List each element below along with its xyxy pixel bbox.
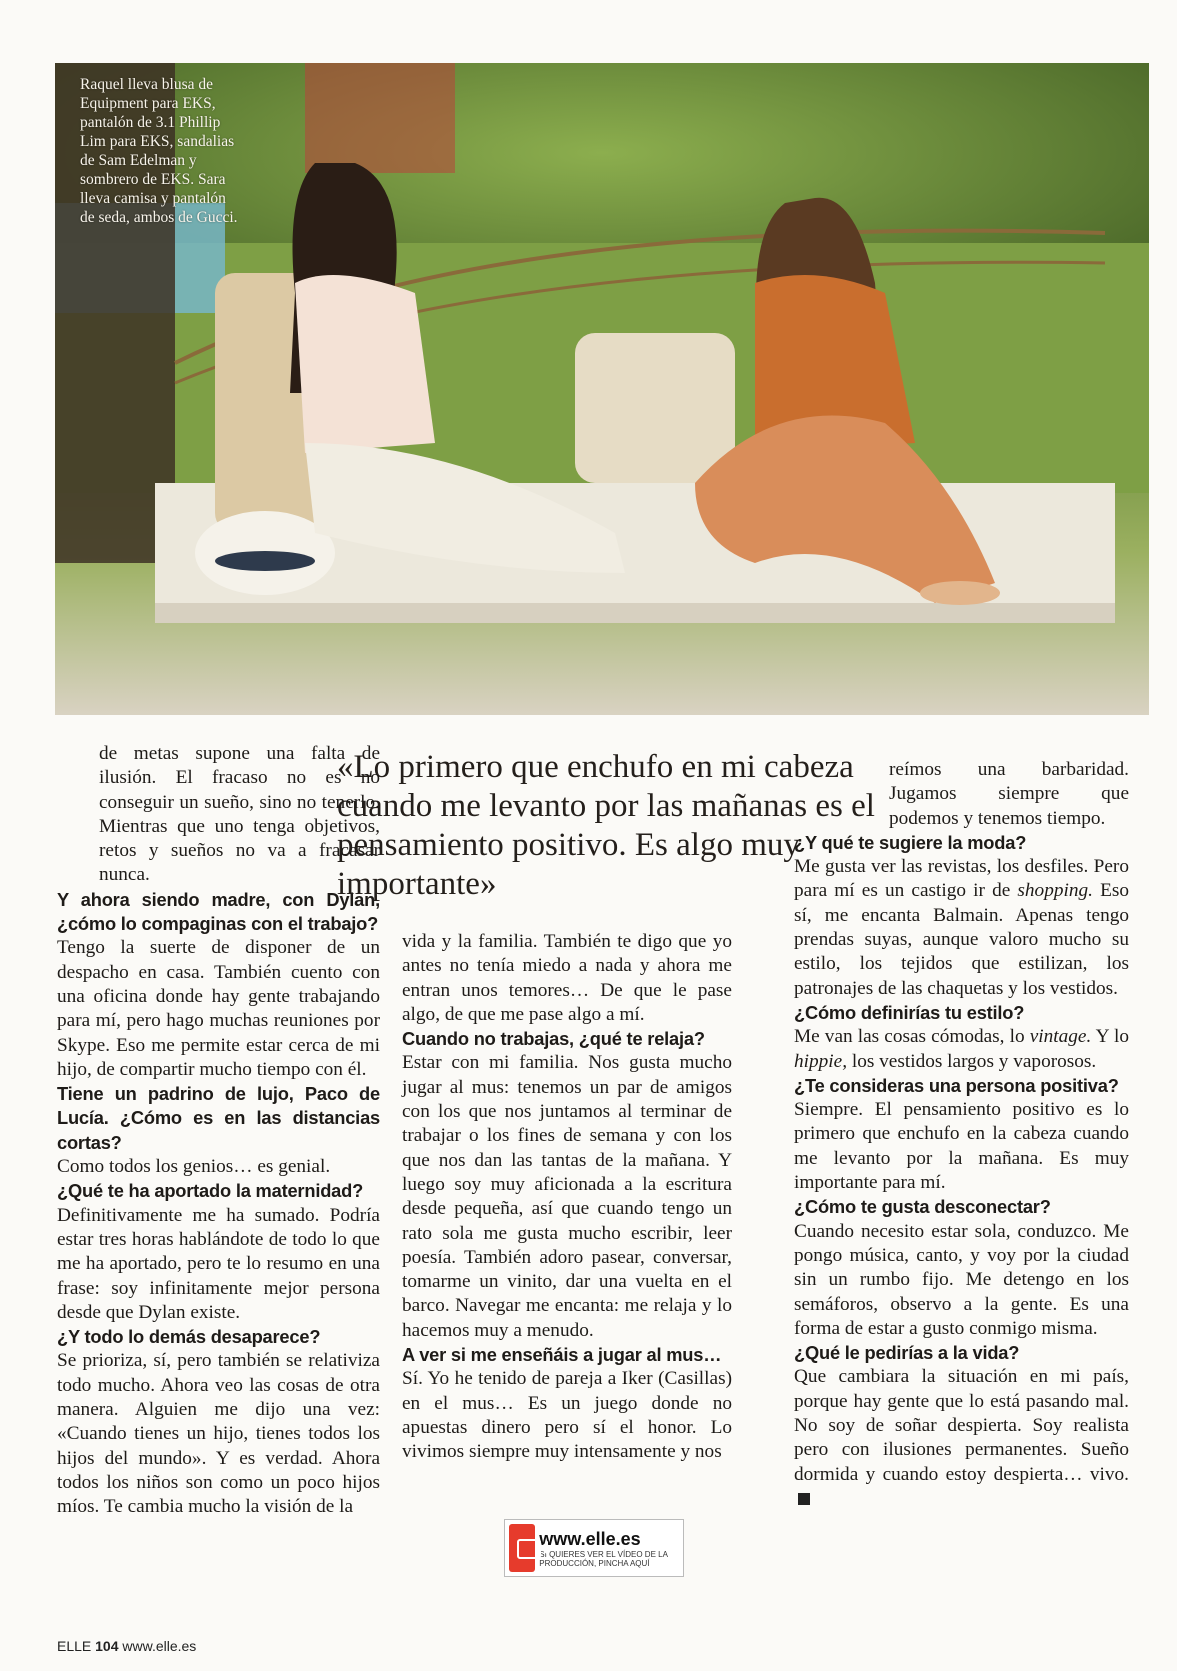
- promo-text: SI QUIERES VER EL VÍDEO DE LA PRODUCCIÓN, PINCHA AQUÍ: [539, 1549, 668, 1568]
- video-camera-icon: [509, 1524, 535, 1572]
- answer-text: Me gusta ver las revistas, los desfiles. Pero para mí es un castigo ir de: [794, 856, 1129, 902]
- answer-text: Y lo: [1091, 1026, 1129, 1048]
- answer: Se prioriza, sí, pero también se relativiza todo mucho. Ahora veo las cosas de otra manera. Alguien me dijo una vez: «Cuando tienes un hijo, tienes todos los hijos del mundo». Y es verdad. Ahora todos los niños son como un poco hijos míos. Te cambia mucho la visión de la: [57, 1350, 380, 1518]
- answer: Cuando necesito estar sola, conduzco. Me pongo música, canto, y voy por la ciudad sin un rumbo fijo. Me detengo en los semáforos, observo a la gente. Es una forma de estar a gusto conmigo misma.: [794, 1220, 1129, 1339]
- footer-brand: ELLE: [57, 1638, 92, 1654]
- answer: [794, 855, 1129, 1001]
- page-number: 104: [95, 1638, 119, 1654]
- question: ¿Y qué te sugiere la moda?: [794, 831, 1027, 853]
- article-column-3: [794, 758, 1129, 1511]
- question: Y ahora siendo madre, con Dylan, ¿cómo lo compaginas con el trabajo?: [57, 888, 380, 935]
- end-mark-icon: [798, 1493, 810, 1505]
- answer-text: los vestidos largos y vaporosos.: [847, 1050, 1097, 1072]
- answer: Definitivamente me ha sumado. Podría estar tres horas hablándote de todo lo que me ha aportado, pero te lo resumo en una frase: soy infinitamente mejor persona desde que Dylan existe.: [57, 1204, 380, 1323]
- answer-text: Eso sí, me encanta Balmain. Apenas tengo prendas suyas, aunque valoro mucho su estilo, los tejidos que estilizan, los patronajes de las chaquetas y los vestidos.: [794, 880, 1129, 999]
- answer: Siempre. El pensamiento positivo es lo primero que enchufo en la cabeza cuando me levanto por la mañana. Es muy importante para mí.: [794, 1099, 1129, 1194]
- emphasis: hippie,: [794, 1050, 848, 1072]
- feature-photo: [55, 63, 1149, 715]
- footer-site: www.elle.es: [122, 1638, 197, 1654]
- page-footer: [57, 1638, 196, 1654]
- promo-url: www.elle.es: [539, 1528, 641, 1549]
- question: Tiene un padrino de lujo, Paco de Lucía. ¿Cómo es en las distancias cortas?: [57, 1083, 380, 1153]
- question: ¿Y todo lo demás desaparece?: [57, 1326, 321, 1348]
- answer: Estar con mi familia. Nos gusta mucho jugar al mus: tenemos un par de amigos con los que nos juntamos al terminar de trabajar o los fines de semana y con los que nos dan las tantas de la mañana. Y luego soy muy aficionada a la escritura desde pequeña, así que cuando tengo un rato sola me gusta mucho escribir, leer poesía. También adoro pasear, conversar, tomarme un vinito, dar una vuelta en el barco. Navegar me encanta: me relaja y lo hacemos muy a menudo.: [402, 1052, 732, 1341]
- emphasis: shopping.: [1017, 880, 1093, 902]
- photo-caption: Raquel lleva blusa de Equipment para EKS, pantalón de 3.1 Phillip Lim para EKS, sandalias de Sam Edelman y sombrero de EKS. Sara lleva camisa y pantalón de seda, ambos de Gucci.: [80, 76, 238, 226]
- pull-quote: «Lo primero que enchufo en mi cabeza cuando me levanto por las mañanas es el pensamiento positivo. Es algo muy importante»: [337, 749, 875, 902]
- question: ¿Cómo definirías tu estilo?: [794, 1001, 1025, 1023]
- question: ¿Cómo te gusta desconectar?: [794, 1196, 1051, 1218]
- answer-text: Que cambiara la situación en mi país, porque hay gente que lo está pasando mal. No soy de soñar despierta. Soy realista pero con ilusiones permanentes. Sueño dormida y cuando estoy despierta… vivo.: [794, 1366, 1129, 1485]
- video-promo-link[interactable]: [504, 1519, 684, 1577]
- answer: [794, 1365, 1129, 1511]
- question: ¿Qué le pedirías a la vida?: [794, 1342, 1020, 1364]
- emphasis: vintage.: [1029, 1026, 1092, 1048]
- answer: Sí. Yo he tenido de pareja a Iker (Casillas) en el mus… Es un juego donde no apuestas dinero pero sí el honor. Lo vivimos siempre muy intensamente y nos: [402, 1368, 732, 1463]
- question: A ver si me enseñáis a jugar al mus…: [402, 1344, 722, 1366]
- answer: reímos una barbaridad. Jugamos siempre que podemos y tenemos tiempo.: [889, 759, 1129, 829]
- question: ¿Te consideras una persona positiva?: [794, 1074, 1119, 1096]
- answer: Tengo la suerte de disponer de un despacho en casa. También cuento con una oficina donde hay gente trabajando para mí, pero hago muchas reuniones por Skype. Eso me permite estar cerca de mi hijo, de compartir mucho tiempo con él.: [57, 937, 380, 1080]
- answer: [794, 1025, 1129, 1074]
- answer: vida y la familia. También te digo que yo antes no tenía miedo a nada y ahora me entran unos temores… De que le pase algo, de que me pase algo a mí.: [402, 931, 732, 1025]
- article-column-2: [402, 930, 732, 1465]
- answer-text: Me van las cosas cómodas, lo: [794, 1026, 1030, 1048]
- answer: Como todos los genios… es genial.: [57, 1156, 331, 1178]
- paragraph: de metas supone una falta de ilusión. El fracaso no es no conseguir un sueño, sino no tenerlo. Mientras que uno tenga objetivos, retos y sueños no va a fracasar nunca.: [99, 743, 380, 886]
- article-column-1: [57, 742, 380, 1520]
- question: ¿Qué te ha aportado la maternidad?: [57, 1180, 364, 1202]
- question: Cuando no trabajas, ¿qué te relaja?: [402, 1028, 705, 1050]
